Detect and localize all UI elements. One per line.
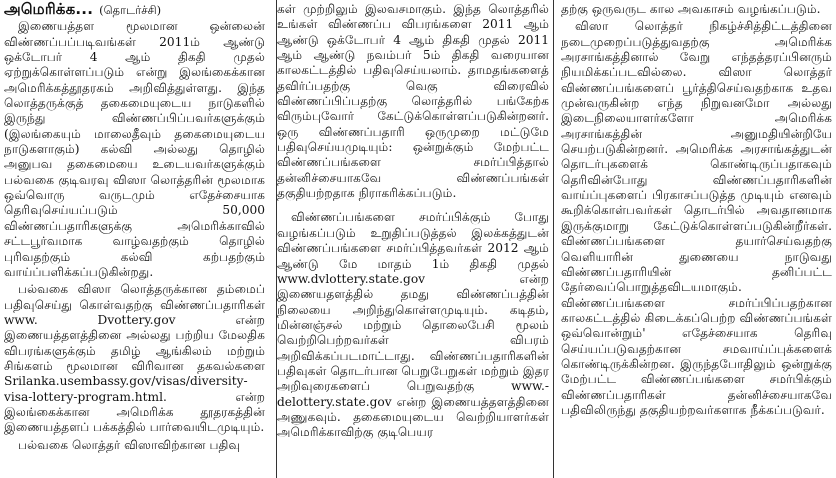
continued-label: (தொடர்ச்சி) [99,3,162,17]
article-column-1 [0,0,271,478]
paragraph-gap [277,203,549,210]
article-column-3 [553,0,836,478]
paragraph: கள் முற்றிலும் இலவசமாகும். இந்த லொத்தரில் உங்கள் விண்ணப்ப விபரங்களை 2011 ஆம் ஆண்டு ஒக்டோபர் 4 ஆம் திகதி முதல் 2011 ஆம் ஆண்டு நவம்பர் 5ம் திகதி வரையான காலகட்டத்தில் பதிவுசெய்யலாம். தாமதங்களைத் தவிர்ப்பதற்கு வெகு விரைவில் விண்ணப்பிப்பதற்கு லொத்தரில் பங்கேற்க விரும்புவோர் கேட்டுக்கொள்ளப்படுகின்றனர். ஒரு விண்ணப்பதாரி ஒருமுறை மட்டுமே பதிவுசெய்யமுடியும்: ஒன்றுக்கும் மேற்பட்ட விண்ணப்பங்களை சமர்ப்பித்தால் தன்னிச்சையாகவே விண்ணப்பங்கள் தகுதியற்றதாக நிராகரிக்கப்படும். [277,2,549,201]
paragraph: தற்கு ஒருவருட கால அவகாசம் வழங்கப்படும். [561,2,821,16]
paragraph: விண்ணப்பங்களை சமர்ப்பிக்கும் போது வழங்கப்படும் உறுதிப்படுத்தல் இலக்கத்துடன் விண்ணப்பங்களை சமர்ப்பித்தவர்கள் 2012 ஆம் ஆண்டு மே மாதம் 1ம் திகதி முதல் www.dvlottery.state.gov என்ற இணையதளத்தில் தமது விண்ணப்பத்தின் நிலையை அறிந்துகொள்ளமுடியும். கடிதம், மின்னஞ்சல் மற்றும் தொலைபேசி மூலம் வெற்றிபெற்றவர்கள் விபரம் அறிவிக்கப்படமாட்டாது. விண்ணப்பதாரிகளின் பதிவுகள் தொடர்பான பெறுபேறுகள் மற்றும் இதர அறிவுரைகளைப் பெறுவதற்கு www.-delottery.state.gov என்ற இணையத்தளத்தினை அணுகவும். தகைமையுடைய வெற்றியாளர்கள் அமெரிக்காவிற்கு குடிபெயர [277,210,549,440]
column-divider [553,0,554,478]
paragraph: பல்வகை லொத்தர் விஸாவிற்கான பதிவு [18,437,241,452]
paragraph: பல்வகை விஸா லொத்தருக்கான தம்மைப் பதிவுசெய்து கொள்வதற்கு விண்ணப்பதாரிகள் www. Dvottery.gov என்ற இணையத்தளத்தினை அல்லது பற்றிய மேலதிக விபரங்களுக்கும் தமிழ் ஆங்கிலம் மற்றும் சிங்களம் மூலமான விரிவான தகவல்களை Srilanka.usembassy.gov/visas/diversity-visa-lottery-program.html. என்ற இலங்கைக்கான அமெரிக்க தூதரகத்தின் இணையத்தளப் பக்கத்தில் பார்வையிடமுடியும். [4,282,265,435]
paragraph: விஸா லொத்தர் நிகழ்ச்சித்திட்டத்தினை நடைமுறைப்படுத்துவதற்கு அமெரிக்க அரசாங்கத்தினால் வேறு எந்தத்தரப்பினரும் நியமிக்கப்படவில்லை. விஸா லொத்தர் விண்ணப்பங்களைப் பூர்த்திசெய்வதற்காக உதவ முன்வருகின்ற எந்த நிறுவனமோ அல்லது இடைநிலையாளர்களோ அமெரிக்க அரசாங்கத்தின் அனுமதியின்றியே செயற்படுகின்றனர். அமெரிக்க அரசாங்கத்துடன் தொடர்புகளைக் கொண்டிருப்பதாகவும் தெரிவின்போது விண்ணப்பதாரிகளின் வாய்ப்புகளைப் பிரகாசப்படுத்த முடியும் எனவும் கூறிக்கொள்பவர்கள் தொடர்பில் அவதானமாக இருக்குமாறு கேட்டுக்கொள்ளப்படுகின்றீர்கள். விண்ணப்பங்களை தயார்செய்வதற்கு வெளியாரின் துணையை நாடுவது விண்ணப்பதாரியின் தனிப்பட்ட தேர்வைப்பொறுத்தவிடயமாகும். விண்ணப்பங்களை சமர்ப்பிப்பதற்கான காலகட்டத்தில் கிடைக்கப்பெற்ற விண்ணப்பங்கள் ஒவ்வொன்றும்' எதேச்சையாக தெரிவு செய்யப்படுவதற்கான சமவாய்ப்புக்களைக் கொண்டிருக்கின்றன. இருந்தபோதிலும் ஒன்றுக்கு மேற்பட்ட விண்ணப்பங்களை சமர்பிக்கும் விண்ணப்பதாரிகள் தன்னிச்சையாகவே பதிவிலிருந்து தகுதியற்றவர்களாக நீக்கப்படுவர். [561,19,832,417]
article-kicker: அமெரிக்க... [4,0,94,18]
article-header [4,2,265,18]
paragraph: இணையத்தள மூலமான ஒன்லைன் விண்ணப்பப்படிவங்கள் 2011ம் ஆண்டு ஒக்டோபர் 4 ஆம் திகதி முதல் ஏற்றுக்கொள்ளப்படும் என்று இலங்கைக்கான அமெரிக்கத்தூதரகம் அறிவித்துள்ளது. இந்த லொத்தருக்குத் தகைமையுடைய நாடுகளில் இருந்து விண்ணப்பிப்பவர்களுக்கும் (இலங்கையும் மாலைதீவும் தகைமையுடைய நாடுகளாகும்) கல்வி அல்லது தொழில் அனுபவ தகைமையை உடையவர்களுக்கும் பல்வகை குடிவரவு விஸா லொத்தரின் மூலமாக ஒவ்வொரு வருடமும் எதேச்சையாக தெரிவுசெய்யப்படும் 50,000 விண்ணப்பதாரிகளுக்கு அமெரிக்காவில் சட்டபூர்வமாக வாழ்வதற்கும் தொழில் புரிவதற்கும் கல்வி கற்பதற்கும் வாய்ப்பளிக்கப்படுகின்றது. [4,19,265,279]
article-column-2 [271,0,553,478]
column-divider [276,0,277,478]
